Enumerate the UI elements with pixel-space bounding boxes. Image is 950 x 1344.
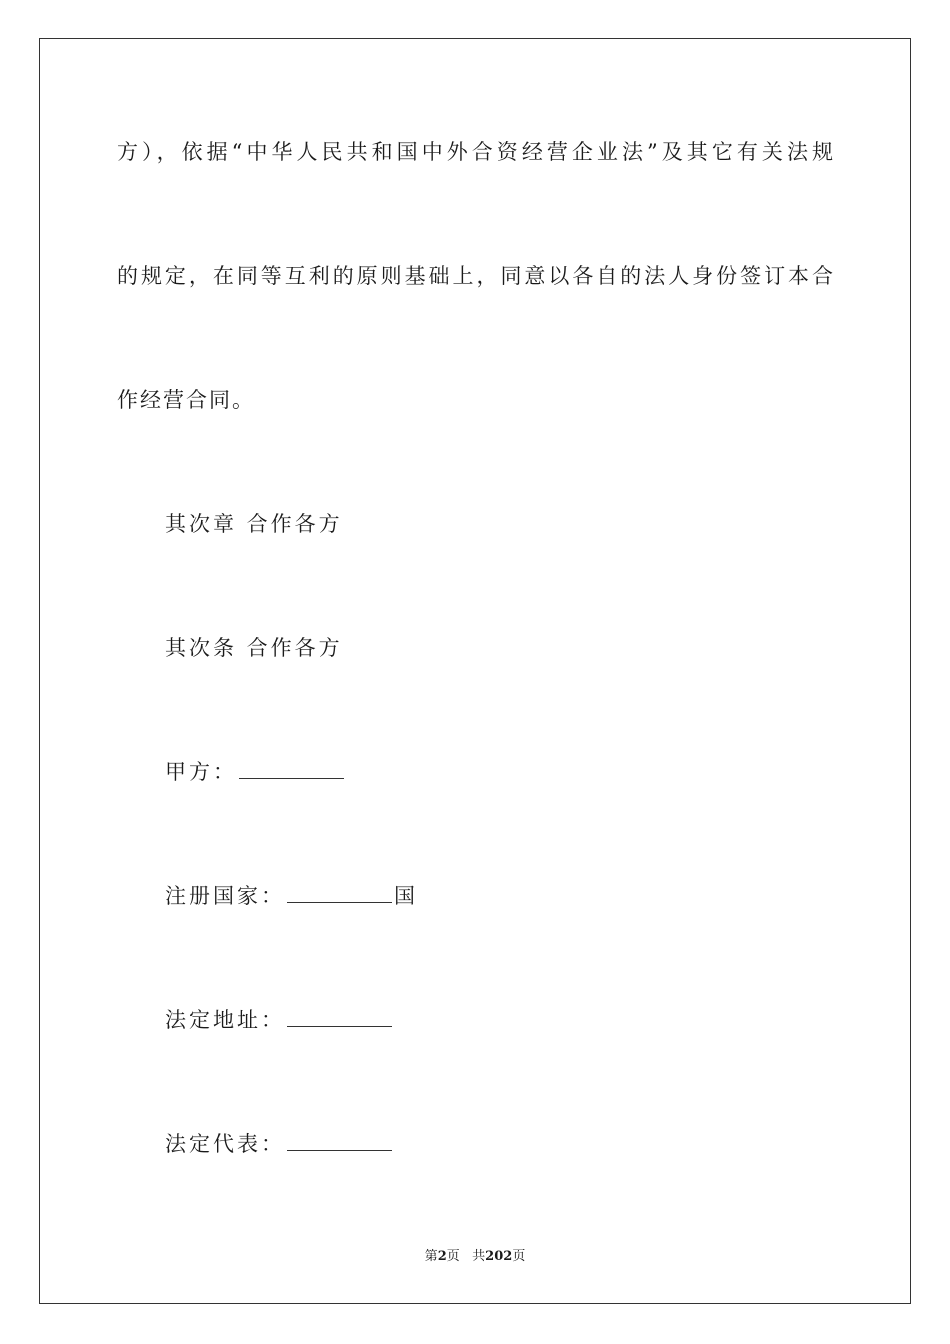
registration-country-row xyxy=(165,882,418,910)
legal-address-blank xyxy=(287,1008,392,1027)
footer-page-prefix: 第 xyxy=(424,1249,438,1264)
article-heading: 其次条 合作各方 xyxy=(165,636,343,660)
legal-address-row xyxy=(165,1006,394,1034)
legal-address-label: 法定地址： xyxy=(165,1008,285,1032)
footer-page-suffix: 页 xyxy=(446,1249,460,1264)
paragraph-line-2: 的规定，在同等互利的原则基础上，同意以各自的法人身份签订本合 xyxy=(117,264,833,288)
footer-total-prefix: 共 xyxy=(472,1249,486,1264)
footer-total-suffix: 页 xyxy=(512,1249,526,1264)
registration-country-blank xyxy=(287,884,392,903)
legal-rep-row xyxy=(165,1130,394,1158)
party-a-blank xyxy=(239,760,344,779)
footer-total-pages: 202 xyxy=(485,1249,513,1264)
paragraph-line-3: 作经营合同。 xyxy=(117,388,255,412)
footer-page-number: 2 xyxy=(437,1249,447,1264)
party-a-row xyxy=(165,758,346,786)
page-frame xyxy=(39,38,911,1304)
page-footer xyxy=(0,1248,950,1266)
legal-rep-label: 法定代表： xyxy=(165,1132,285,1156)
legal-rep-blank xyxy=(287,1132,392,1151)
paragraph-line-1: 方），依据“中华人民共和国中外合资经营企业法”及其它有关法规 xyxy=(117,140,833,164)
party-a-label: 甲方： xyxy=(165,760,237,784)
registration-country-label: 注册国家： xyxy=(165,884,285,908)
chapter-heading: 其次章 合作各方 xyxy=(165,512,343,536)
registration-country-suffix: 国 xyxy=(394,884,418,908)
